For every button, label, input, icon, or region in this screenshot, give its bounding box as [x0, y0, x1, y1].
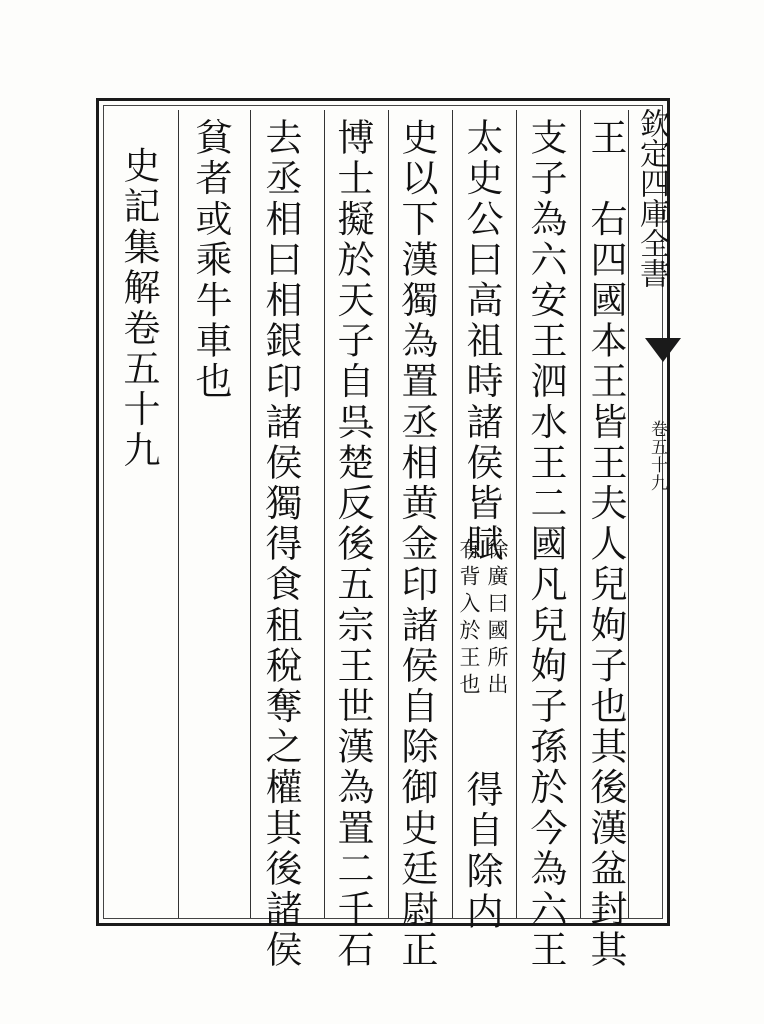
- text-column-1: 王 右四國本王皆王夫人兒姁子也其後漢盆封其: [584, 118, 627, 971]
- column-rule: [452, 110, 453, 918]
- text-column-4: 史以下漢獨為置丞相黄金印諸侯自除御史廷尉正: [395, 118, 438, 971]
- column-rule: [324, 110, 325, 918]
- text-column-6: 去丞相曰相銀印諸侯獨得食租稅奪之權其後諸侯: [259, 118, 302, 971]
- fishtail-mark: [645, 338, 681, 362]
- column-rule: [178, 110, 179, 918]
- text-column-5: 博士擬於天子自呉楚反後五宗王世漢為置二千石: [331, 118, 374, 971]
- commentary-left: 有背入於王也: [457, 538, 481, 700]
- column-rule: [516, 110, 517, 918]
- column-rule: [388, 110, 389, 918]
- banxin-juan-number: 卷五十九: [647, 420, 667, 492]
- banxin-book-title: 欽定四庫全書: [634, 108, 669, 288]
- text-column-3-continued: 得自除内: [460, 770, 503, 933]
- page-frame-inner: [103, 105, 667, 919]
- juan-end-title: 史記集解卷五十九: [117, 146, 160, 471]
- banxin-rule: [628, 110, 629, 918]
- commentary-right: 徐廣曰國所出: [485, 538, 509, 700]
- text-column-3: 太史公曰高祖時諸侯皆賦: [460, 118, 503, 565]
- column-rule: [580, 110, 581, 918]
- text-column-2: 支子為六安王泗水王二國凡兒姁子孫於今為六王: [524, 118, 567, 971]
- text-column-7: 貧者或乘牛車也: [189, 118, 232, 403]
- column-rule: [250, 110, 251, 918]
